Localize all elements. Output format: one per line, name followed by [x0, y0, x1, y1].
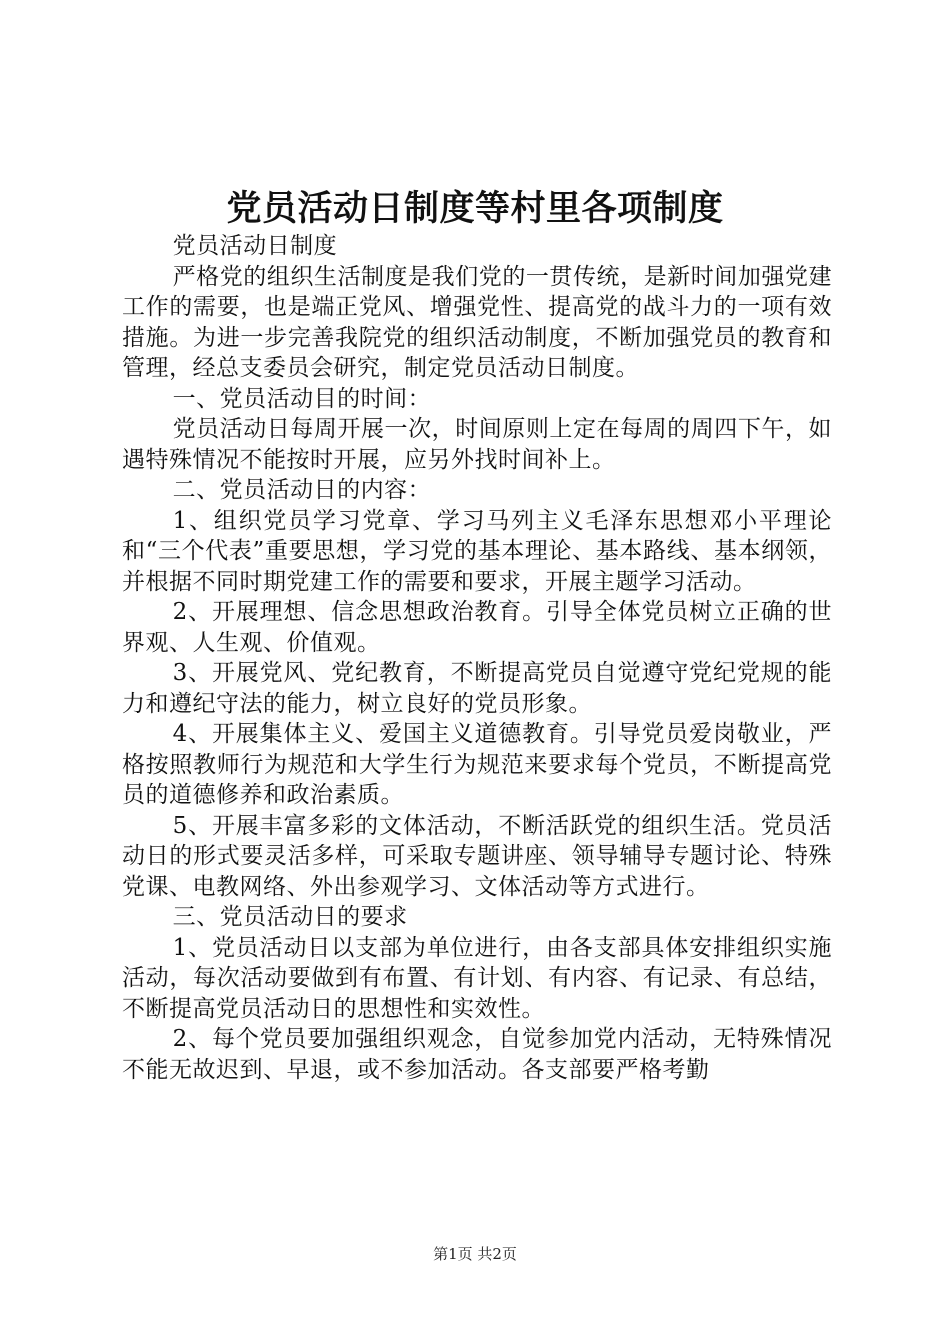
document-body [122, 231, 832, 1085]
page-indicator: 第1页 共2页 [433, 1245, 517, 1263]
section-heading: 二、党员活动日的内容： [172, 477, 432, 503]
body-paragraph: 2、每个党员要加强组织观念，自觉参加党内活动，无特殊情况不能无故迟到、早退，或不参加活动。各支部要严格考勤 [122, 1026, 832, 1083]
body-paragraph: 严格党的组织生活制度是我们党的一贯传统，是新时间加强党建工作的需要，也是端正党风、增强党性、提高党的战斗力的一项有效措施。为进一步完善我院党的组织活动制度，不断加强党员的教育和管理，经总支委员会研究，制定党员活动日制度。 [122, 263, 832, 381]
section-heading: 党员活动日制度 [172, 233, 338, 259]
body-paragraph: 党员活动日每周开展一次，时间原则上定在每周的周四下午，如遇特殊情况不能按时开展，应另外找时间补上。 [122, 416, 832, 473]
body-paragraph: 1、组织党员学习党章、学习马列主义毛泽东思想邓小平理论和“三个代表”重要思想，学习党的基本理论、基本路线、基本纲领，并根据不同时期党建工作的需要和要求，开展主题学习活动。 [122, 507, 832, 595]
body-paragraph: 4、开展集体主义、爱国主义道德教育。引导党员爱岗敬业，严格按照教师行为规范和大学生行为规范来要求每个党员，不断提高党员的道德修养和政治素质。 [122, 721, 832, 808]
body-paragraph: 3、开展党风、党纪教育，不断提高党员自觉遵守党纪党规的能力和遵纪守法的能力，树立良好的党员形象。 [122, 660, 832, 717]
body-paragraph: 1、党员活动日以支部为单位进行，由各支部具体安排组织实施活动，每次活动要做到有布置、有计划、有内容、有记录、有总结，不断提高党员活动日的思想性和实效性。 [122, 934, 832, 1022]
document-title: 党员活动日制度等村里各项制度 [226, 188, 724, 229]
section-heading: 一、党员活动目的时间： [172, 385, 432, 412]
body-paragraph: 2、开展理想、信念思想政治教育。引导全体党员树立正确的世界观、人生观、价值观。 [122, 599, 832, 656]
body-paragraph: 5、开展丰富多彩的文体活动，不断活跃党的组织生活。党员活动日的形式要灵活多样，可采取专题讲座、领导辅导专题讨论、特殊党课、电教网络、外出参观学习、文体活动等方式进行。 [122, 812, 832, 900]
section-heading: 三、党员活动日的要求 [172, 904, 408, 930]
